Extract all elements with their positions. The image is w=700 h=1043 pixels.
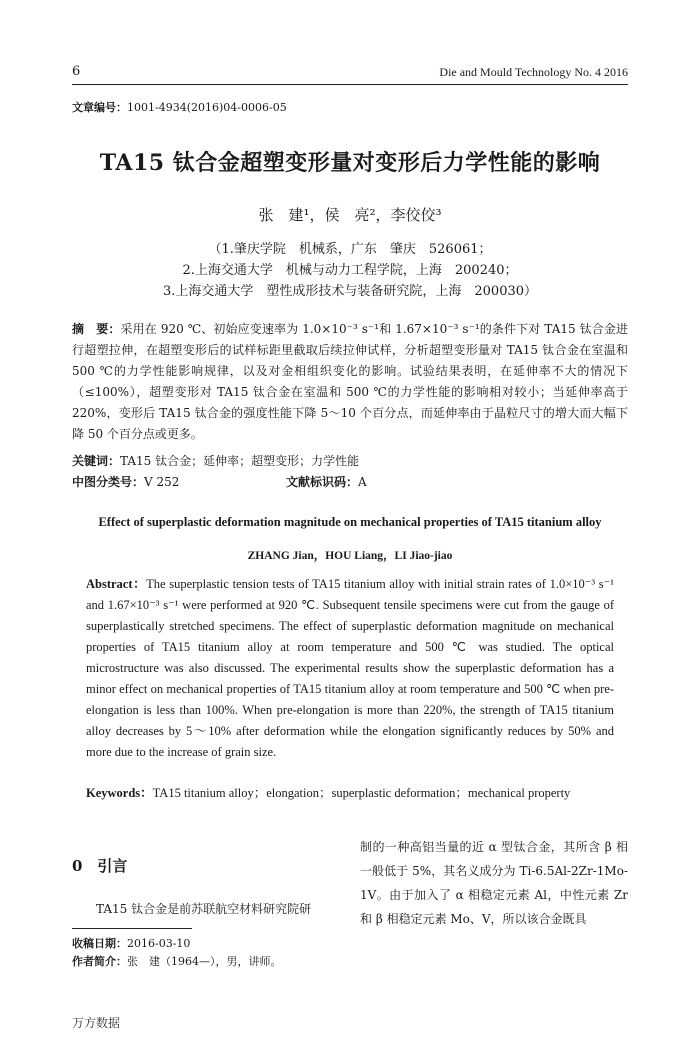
author-list: 张 建¹，侯 亮²，李佼佼³ bbox=[258, 206, 442, 224]
english-keywords-label: Keywords： bbox=[86, 786, 153, 800]
affiliation-1: （1.肇庆学院 机械系，广东 肇庆 526061； bbox=[208, 242, 492, 257]
received-date-value: 2016-03-10 bbox=[127, 937, 191, 950]
classification-row bbox=[72, 472, 628, 493]
author-bio bbox=[72, 953, 282, 969]
chinese-abstract-text: 采用在 920 ℃、初始应变速率为 1.0×10⁻³ s⁻¹和 1.67×10⁻³ s⁻¹的条件下对 TA15 钛合金进行超塑拉伸，在超塑变形后的试样标距里截取后续拉伸试样，分析超塑变形量对 TA15 钛合金在室温和 500 ℃的力学性能影响规律，以及对金相组织变化的影响。试验结果表明，在延伸率不大的情况下（≤100%），超塑变形对 TA15 钛合金在室温和 500 ℃的力学性能的影响相对较小；当延伸率高于 220%，变形后 TA15 钛合金的强度性能下降 5～10 个百分点，而延伸率由于晶粒尺寸的增大而大幅下降 50 个百分点或更多。 bbox=[72, 322, 628, 441]
clc-value: V 252 bbox=[144, 475, 180, 489]
section-body-right: 制的一种高铝当量的近 α 型钛合金，其所含 β 相一般低于 5%，其名义成分为 Ti-6.5Al-2Zr-1Mo-1V。由于加入了 α 相稳定元素 Al，中性元素 Zr 和 β 相稳定元素 Mo、V，所以该合金既具 bbox=[360, 840, 628, 926]
chinese-abstract bbox=[72, 319, 628, 445]
source-watermark: 万方数据 bbox=[72, 1016, 121, 1030]
received-date bbox=[72, 935, 190, 951]
section-heading: 0 引言 bbox=[72, 857, 128, 875]
clc-label: 中图分类号： bbox=[72, 475, 145, 489]
received-date-label: 收稿日期： bbox=[72, 937, 127, 950]
english-abstract-label: Abstract： bbox=[86, 577, 147, 591]
footnote-rule bbox=[72, 928, 192, 929]
chinese-abstract-label: 摘 要： bbox=[72, 322, 121, 336]
affiliation-3: 3.上海交通大学 塑性成形技术与装备研究院，上海 200030） bbox=[162, 284, 538, 299]
article-number-label: 文章编号： bbox=[72, 101, 127, 114]
paper-title: TA15 钛合金超塑变形量对变形后力学性能的影响 bbox=[99, 150, 601, 176]
chinese-keywords bbox=[72, 451, 628, 472]
author-bio-label: 作者简介： bbox=[72, 955, 127, 968]
affiliation-2: 2.上海交通大学 机械与动力工程学院，上海 200240； bbox=[182, 263, 518, 278]
journal-header: Die and Mould Technology No. 4 2016 bbox=[439, 65, 628, 79]
english-keywords-text: TA15 titanium alloy；elongation；superplastic deformation；mechanical property bbox=[152, 786, 571, 800]
document-code bbox=[286, 472, 367, 493]
english-authors: ZHANG Jian，HOU Liang，LI Jiao-jiao bbox=[247, 550, 453, 562]
document-code-label: 文献标识码： bbox=[286, 475, 359, 489]
page-number: 6 bbox=[72, 64, 81, 79]
chinese-keywords-label: 关键词： bbox=[72, 454, 121, 468]
chinese-keywords-text: TA15 钛合金；延伸率；超塑变形；力学性能 bbox=[120, 454, 360, 468]
article-number bbox=[72, 99, 287, 115]
document-code-value: A bbox=[358, 475, 367, 489]
english-abstract bbox=[86, 574, 614, 763]
header-rule bbox=[72, 84, 628, 85]
english-title: Effect of superplastic deformation magnitude on mechanical properties of TA15 titanium alloy bbox=[98, 515, 602, 529]
author-bio-value: 张 建（1964—），男，讲师。 bbox=[127, 955, 282, 968]
english-keywords bbox=[86, 783, 626, 804]
section-body-left: TA15 钛合金是前苏联航空材料研究院研 bbox=[96, 902, 312, 916]
article-number-value: 1001-4934(2016)04-0006-05 bbox=[127, 101, 287, 114]
english-abstract-text: The superplastic tension tests of TA15 titanium alloy with initial strain rates of 1.0×10⁻³ s⁻¹ and 1.67×10⁻³ s⁻¹ were performed at 920 ℃. Subsequent tensile specimens were cut from the gauge of superplastically stretched specimens. The effect of superplastic deformation magnitude on mechanical properties of TA15 titanium alloy at room temperature and 500 ℃ was studied. The optical microstructure was also discussed. The experimental results show the superplastic deformation has a minor effect on mechanical properties of TA15 titanium alloy at room temperature and 500 ℃ when pre-elongation is less than 100%. When pre-elongation is more than 220%, the strength of TA15 titanium alloy decreases by 5～10% after deformation while the elongation significantly reduces by 50% and more due to the increase of grain size. bbox=[86, 577, 614, 759]
